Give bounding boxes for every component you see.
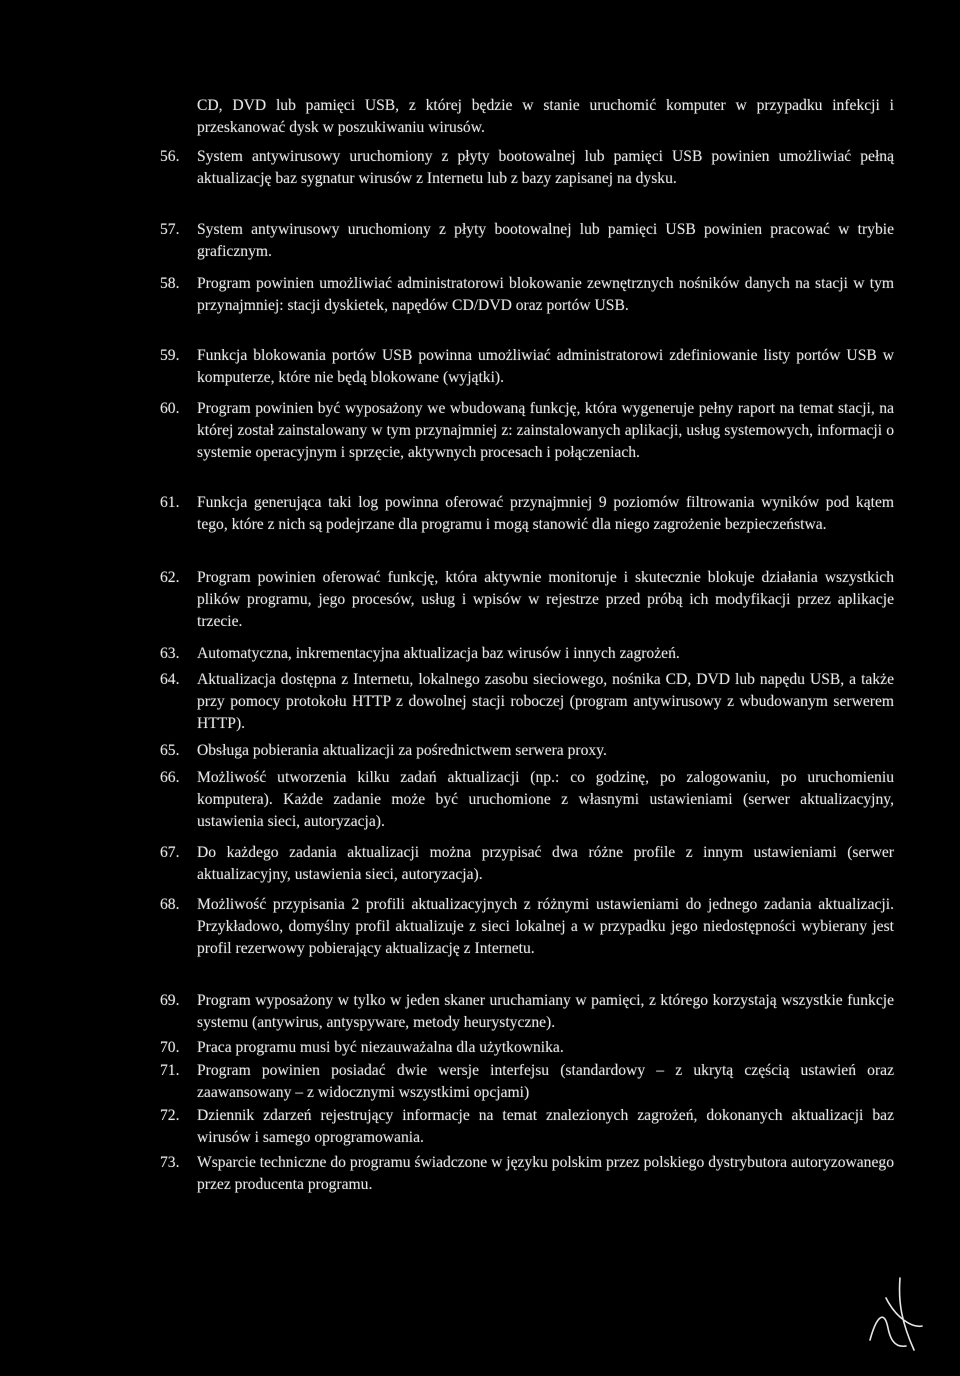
- item-text: Możliwość utworzenia kilku zadań aktualizacji (np.: co godzinę, po zalogowaniu, po uruchomieniu komputera). Każde zadanie może być uruchomione z własnymi ustawieniami (serwer aktualizacyjny, ustawienia sieci, autoryzacja).: [197, 769, 894, 830]
- item-number: 62.: [160, 569, 180, 586]
- item-text: System antywirusowy uruchomiony z płyty bootowalnej lub pamięci USB powinien pracować w trybie graficznym.: [197, 221, 894, 260]
- item-text: Program wyposażony w tylko w jeden skaner uruchamiany w pamięci, z którego korzystają wszystkie funkcje systemu (antywirus, antyspyware, metody heurystyczne).: [197, 992, 894, 1031]
- item-text: Praca programu musi być niezauważalna dla użytkownika.: [197, 1039, 564, 1056]
- item-number: 59.: [160, 347, 180, 364]
- item-text: Funkcja blokowania portów USB powinna umożliwiać administratorowi zdefiniowanie listy portów USB w komputerze, które nie będą blokowane (wyjątki).: [197, 347, 894, 386]
- list-item-63: [160, 643, 894, 665]
- list-item-64: [160, 669, 894, 735]
- list-item-59: [160, 345, 894, 389]
- list-item-62: [160, 567, 894, 633]
- item-text: Automatyczna, inkrementacyjna aktualizacja baz wirusów i innych zagrożeń.: [197, 645, 680, 662]
- item-number: 60.: [160, 400, 180, 417]
- list-item-65: [160, 740, 894, 762]
- item-text: Program powinien posiadać dwie wersje interfejsu (standardowy – z ukrytą częścią ustawień oraz zaawansowany – z widocznymi wszystkimi opcjami): [197, 1062, 894, 1101]
- handwritten-signature: [866, 1268, 926, 1353]
- list-item-70: [160, 1037, 894, 1059]
- list-item-66: [160, 767, 894, 833]
- item-number: 66.: [160, 769, 180, 786]
- item-number: 58.: [160, 275, 180, 292]
- item-number: 65.: [160, 742, 180, 759]
- item-number: 63.: [160, 645, 180, 662]
- item-text: Możliwość przypisania 2 profili aktualizacyjnych z różnymi ustawieniami do jednego zadania aktualizacji. Przykładowo, domyślny profil aktualizuje z sieci lokalnej a w przypadku jego niedostępności wybierany jest profil rezerwowy pobierający aktualizację z Internetu.: [197, 896, 894, 957]
- list-item-73: [160, 1152, 894, 1196]
- list-item-60: [160, 398, 894, 464]
- item-text: Program powinien oferować funkcję, która aktywnie monitoruje i skutecznie blokuje działania wszystkich plików programu, jego procesów, usług i wpisów w rejestrze przed próbą ich modyfikacji przez aplikacje trzecie.: [197, 569, 894, 630]
- list-item-71: [160, 1060, 894, 1104]
- list-item-61: [160, 492, 894, 536]
- item-number: 68.: [160, 896, 180, 913]
- item-number: 72.: [160, 1107, 180, 1124]
- item-number: 69.: [160, 992, 180, 1009]
- item-text: Aktualizacja dostępna z Internetu, lokalnego zasobu sieciowego, nośnika CD, DVD lub napędu USB, a także przy pomocy protokołu HTTP z dowolnej stacji roboczej (program antywirusowy z wbudowanym serwerem HTTP).: [197, 671, 894, 732]
- item-number: 64.: [160, 671, 180, 688]
- list-item-67: [160, 842, 894, 886]
- item-text: Wsparcie techniczne do programu świadczone w języku polskim przez polskiego dystrybutora autoryzowanego przez producenta programu.: [197, 1154, 894, 1193]
- item-number: 70.: [160, 1039, 180, 1056]
- list-item-68: [160, 894, 894, 960]
- item-text: Do każdego zadania aktualizacji można przypisać dwa różne profile z innym ustawieniami (serwer aktualizacyjny, ustawienia sieci, autoryzacja).: [197, 844, 894, 883]
- item-number: 57.: [160, 221, 180, 238]
- item-number: 73.: [160, 1154, 180, 1171]
- list-item-72: [160, 1105, 894, 1149]
- list-item-58: [160, 273, 894, 317]
- item-text: System antywirusowy uruchomiony z płyty bootowalnej lub pamięci USB powinien umożliwiać pełną aktualizację baz sygnatur wirusów z Internetu lub z bazy zapisanej na dysku.: [197, 148, 894, 187]
- item-text: Dziennik zdarzeń rejestrujący informacje na temat znalezionych zagrożeń, dokonanych aktualizacji baz wirusów i samego oprogramowania.: [197, 1107, 894, 1146]
- item-number: 67.: [160, 844, 180, 861]
- list-item-57: [160, 219, 894, 263]
- item-text: Funkcja generująca taki log powinna oferować przynajmniej 9 poziomów filtrowania wyników pod kątem tego, które z nich są podejrzane dla programu i mogą stanowić dla niego zagrożenie bezpieczeństwa.: [197, 494, 894, 533]
- list-item-69: [160, 990, 894, 1034]
- item-number: 71.: [160, 1062, 180, 1079]
- item-number: 56.: [160, 148, 180, 165]
- item-number: 61.: [160, 494, 180, 511]
- item-text: Program powinien być wyposażony we wbudowaną funkcję, która wygeneruje pełny raport na temat stacji, na której został zainstalowany w tym przynajmniej z: zainstalowanych aplikacji, usług systemowych, informacji o systemie operacyjnym i sprzęcie, aktywnych procesach i połączeniach.: [197, 400, 894, 461]
- item-text: Program powinien umożliwiać administratorowi blokowanie zewnętrznych nośników danych na stacji w tym przynajmniej: stacji dyskietek, napędów CD/DVD oraz portów USB.: [197, 275, 894, 314]
- continuation-paragraph: CD, DVD lub pamięci USB, z której będzie w stanie uruchomić komputer w przypadku infekcji i przeskanować dysk w poszukiwaniu wirusów.: [197, 97, 894, 136]
- list-item-56: [160, 146, 894, 190]
- item-text: Obsługa pobierania aktualizacji za pośrednictwem serwera proxy.: [197, 742, 607, 759]
